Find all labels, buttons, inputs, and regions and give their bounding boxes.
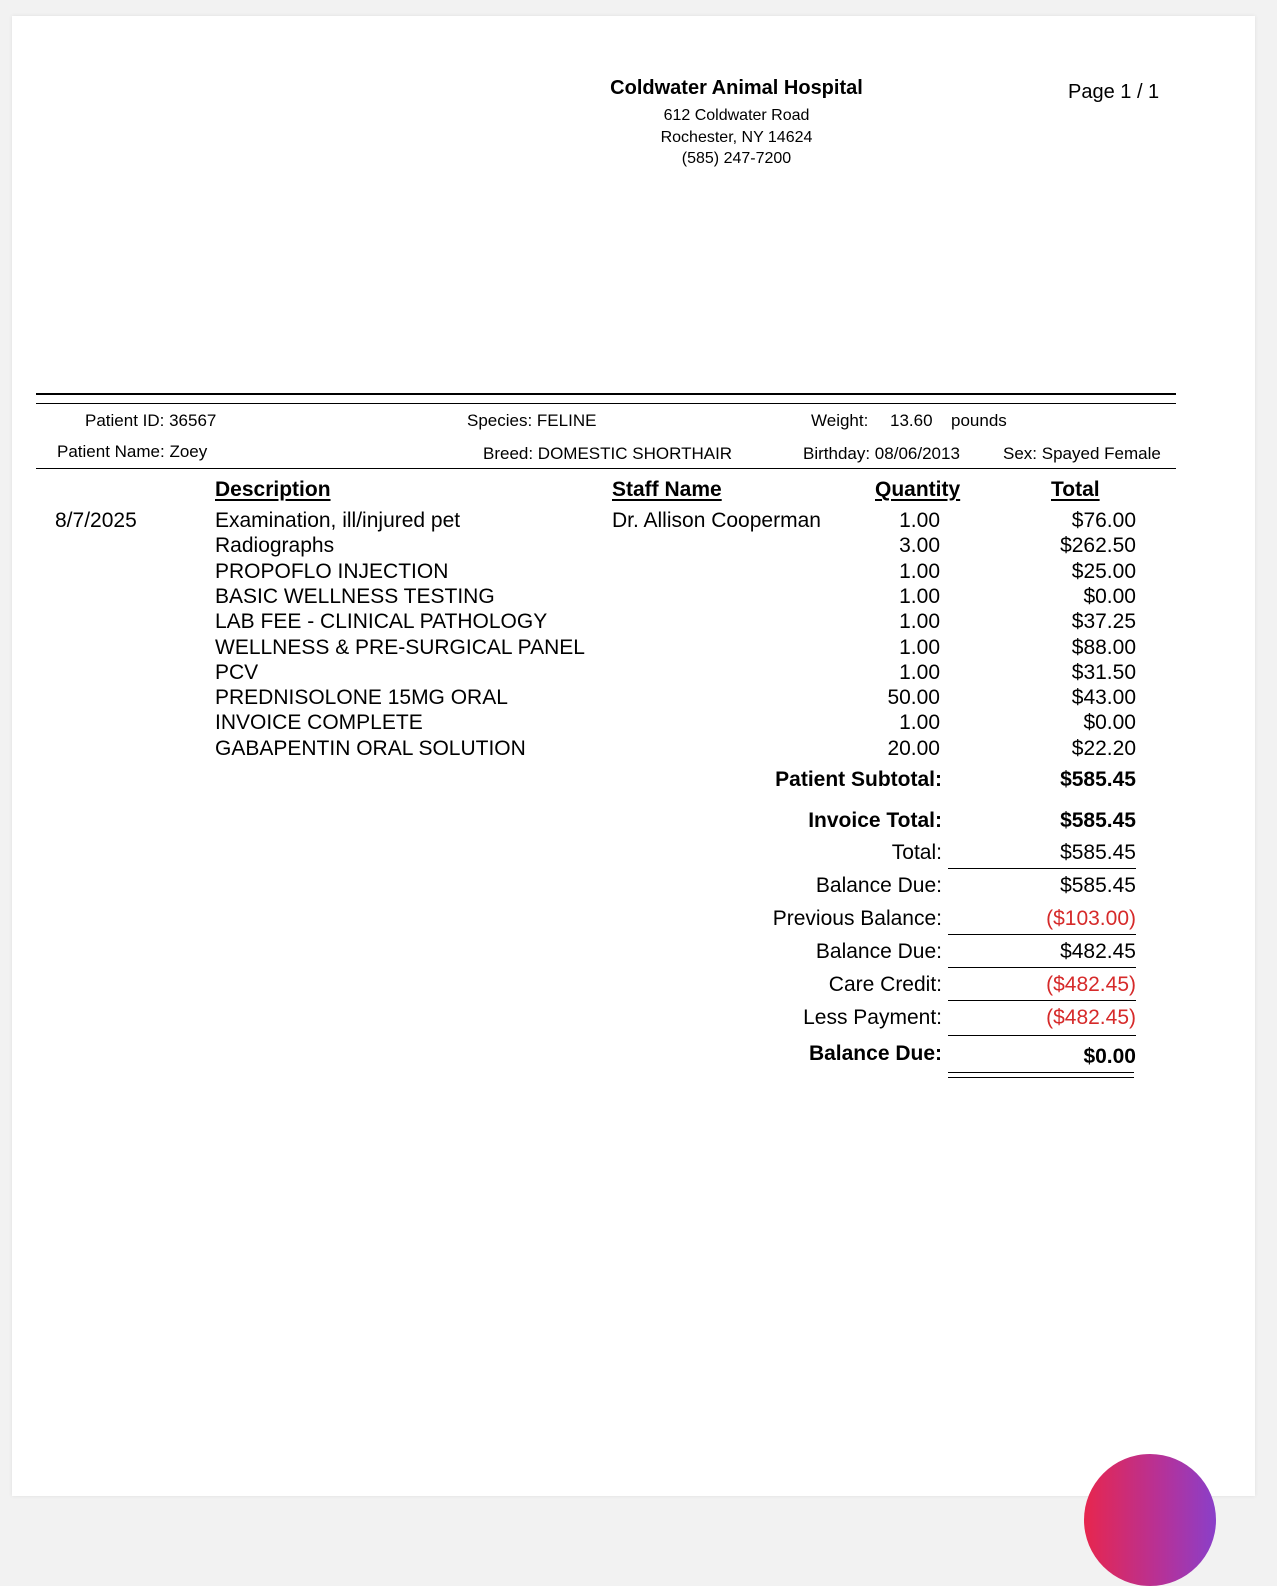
previous-balance-value: ($103.00) <box>1046 907 1136 930</box>
line-item-total: $88.00 <box>1071 636 1136 659</box>
patient-subtotal-value: $585.45 <box>1060 768 1136 791</box>
previous-balance-label: Previous Balance: <box>772 907 942 930</box>
line-item-description: PROPOFLO INJECTION <box>215 560 449 583</box>
patient-weight-value: 13.60 <box>890 411 933 430</box>
line-item-quantity: 1.00 <box>899 560 940 583</box>
invoice-total-label: Invoice Total: <box>808 809 942 832</box>
total-underline <box>948 868 1136 869</box>
line-item-description: PCV <box>215 661 259 684</box>
patient-weight-unit: pounds <box>951 411 1007 430</box>
patient-name: Patient Name: Zoey <box>57 442 208 461</box>
divider-patient-bottom <box>36 468 1176 469</box>
line-item-total: $0.00 <box>1083 711 1136 734</box>
line-item-quantity: 50.00 <box>887 686 940 709</box>
line-item-total: $76.00 <box>1071 509 1136 532</box>
previous-balance-underline <box>948 934 1136 935</box>
balance-due-after-previous-value: $482.45 <box>1060 940 1136 963</box>
line-item-quantity: 3.00 <box>899 534 940 557</box>
column-header-quantity: Quantity <box>875 478 961 501</box>
patient-breed: Breed: DOMESTIC SHORTHAIR <box>483 444 733 463</box>
line-item-description: PREDNISOLONE 15MG ORAL <box>215 686 508 709</box>
patient-id: Patient ID: 36567 <box>85 411 217 430</box>
line-item-description: BASIC WELLNESS TESTING <box>215 585 495 608</box>
floating-action-button[interactable] <box>1084 1454 1216 1586</box>
line-item-quantity: 1.00 <box>899 711 940 734</box>
column-header-staff: Staff Name <box>612 478 722 501</box>
line-item-total: $262.50 <box>1060 534 1136 557</box>
less-payment-label: Less Payment: <box>803 1006 942 1029</box>
patient-subtotal-label: Patient Subtotal: <box>775 768 942 791</box>
total-label: Total: <box>891 841 942 864</box>
line-item-total: $43.00 <box>1071 686 1136 709</box>
page-number: Page 1 / 1 <box>1068 81 1160 103</box>
total-value: $585.45 <box>1060 841 1136 864</box>
invoice-total-value: $585.45 <box>1060 809 1136 832</box>
divider-top-secondary <box>36 403 1176 404</box>
line-item-quantity: 20.00 <box>887 737 940 760</box>
line-item-quantity: 1.00 <box>899 585 940 608</box>
line-item-quantity: 1.00 <box>899 661 940 684</box>
line-item-total: $0.00 <box>1083 585 1136 608</box>
less-payment-value: ($482.45) <box>1046 1006 1136 1029</box>
line-item-description: INVOICE COMPLETE <box>215 711 423 734</box>
line-item-description: WELLNESS & PRE-SURGICAL PANEL <box>215 636 585 659</box>
hospital-city: Rochester, NY 14624 <box>660 129 813 146</box>
line-item-total: $37.25 <box>1071 610 1136 633</box>
patient-species: Species: FELINE <box>467 411 597 430</box>
less-payment-underline <box>948 1035 1136 1036</box>
line-item-description: LAB FEE - CLINICAL PATHOLOGY <box>215 610 548 633</box>
balance-due-underline <box>948 967 1136 968</box>
patient-weight-label: Weight: <box>811 411 869 430</box>
line-item-description: GABAPENTIN ORAL SOLUTION <box>215 737 526 760</box>
line-item-quantity: 1.00 <box>899 509 940 532</box>
final-balance-due-value: $0.00 <box>1083 1045 1136 1068</box>
visit-date: 8/7/2025 <box>55 509 137 532</box>
care-credit-underline <box>948 1000 1136 1001</box>
line-item-total: $31.50 <box>1071 661 1136 684</box>
divider-top <box>36 393 1176 395</box>
hospital-name: Coldwater Animal Hospital <box>610 77 863 99</box>
hospital-address: 612 Coldwater Road <box>663 107 810 124</box>
staff-name: Dr. Allison Cooperman <box>612 509 821 532</box>
patient-sex: Sex: Spayed Female <box>1003 444 1161 463</box>
hospital-phone: (585) 247-7200 <box>681 150 792 167</box>
line-item-total: $22.20 <box>1071 737 1136 760</box>
column-header-total: Total <box>1051 478 1100 501</box>
patient-birthday: Birthday: 08/06/2013 <box>803 444 960 463</box>
final-balance-double-underline <box>948 1072 1134 1078</box>
line-item-description: Examination, ill/injured pet <box>215 509 461 532</box>
care-credit-value: ($482.45) <box>1046 973 1136 996</box>
line-item-quantity: 1.00 <box>899 636 940 659</box>
balance-due-value: $585.45 <box>1060 874 1136 897</box>
balance-due-label: Balance Due: <box>815 874 942 897</box>
line-item-total: $25.00 <box>1071 560 1136 583</box>
column-header-description: Description <box>215 478 331 501</box>
line-item-quantity: 1.00 <box>899 610 940 633</box>
line-item-description: Radiographs <box>215 534 335 557</box>
balance-due-after-previous-label: Balance Due: <box>815 940 942 963</box>
care-credit-label: Care Credit: <box>828 973 942 996</box>
final-balance-due-label: Balance Due: <box>808 1042 942 1065</box>
